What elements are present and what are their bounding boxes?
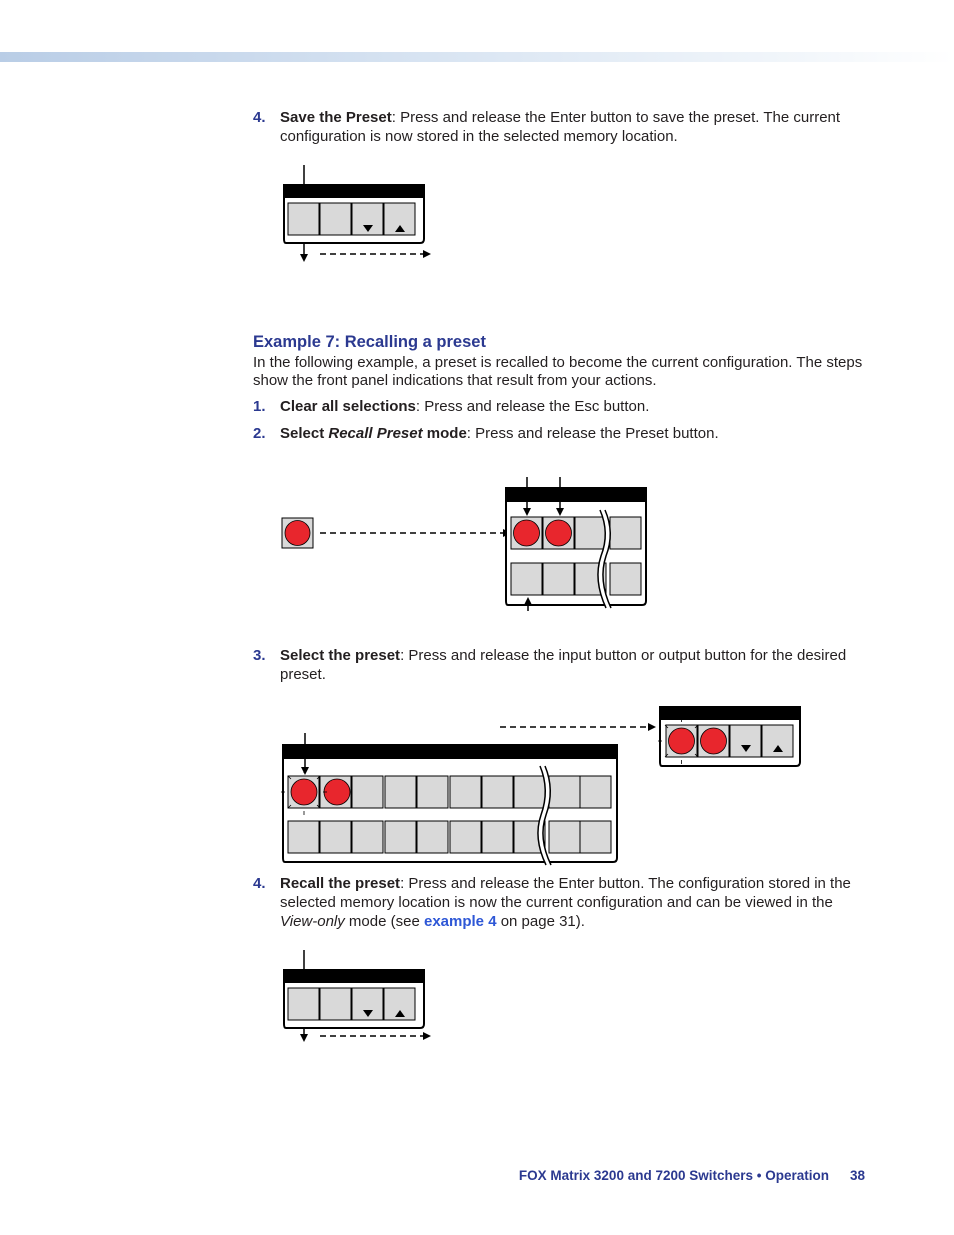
output-button: [385, 821, 416, 853]
led-lit-icon: [701, 728, 727, 754]
input-button: [549, 776, 580, 808]
header-gradient-bar: [0, 52, 954, 62]
step-description: : Press and release the Preset button.: [466, 425, 719, 442]
arrowhead-icon: [423, 1032, 431, 1040]
output-button: [352, 821, 383, 853]
step-description: : Press and release the Enter button to save the preset. The current configuration is now stored in the selected memory location.: [280, 109, 841, 145]
input-button: [575, 517, 606, 549]
step-title-prefix: Select: [280, 425, 329, 442]
input-button: [417, 776, 448, 808]
step-text: [280, 397, 868, 416]
footer-title: FOX Matrix 3200 and 7200 Switchers • Operation: [518, 1168, 829, 1183]
step-text: [280, 646, 868, 684]
step-description: mode (see: [344, 913, 424, 930]
output-button: [482, 821, 513, 853]
output-button: [511, 563, 542, 595]
enter-button: [288, 203, 319, 235]
output-button: [288, 821, 319, 853]
output-button: [580, 821, 611, 853]
step-number: 4.: [253, 875, 266, 892]
led-lit-icon: [669, 728, 695, 754]
view-only-term: View-only: [280, 913, 345, 930]
output-button: [450, 821, 481, 853]
step-title: Save the Preset: [280, 109, 392, 126]
step-description: on page 31).: [496, 913, 585, 930]
step-number: 4.: [253, 109, 266, 126]
step-number: 1.: [253, 398, 266, 415]
output-button: [320, 821, 351, 853]
input-button: [514, 776, 545, 808]
arrowhead-icon: [300, 1034, 308, 1042]
output-button: [543, 563, 574, 595]
panel-header-bar: [660, 707, 800, 720]
step-text: [280, 874, 868, 931]
panel-header-bar: [283, 745, 617, 759]
up-button: [762, 725, 793, 757]
panel-button: [320, 988, 351, 1020]
arrowhead-icon: [300, 254, 308, 262]
led-lit-icon: [324, 779, 350, 805]
step-description: : Press and release the input button or output button for the desired preset.: [280, 647, 847, 683]
output-button: [610, 563, 641, 595]
input-button: [580, 776, 611, 808]
step-title-italic: Recall Preset: [328, 425, 423, 442]
step-number: 3.: [253, 647, 266, 664]
page-number: 38: [850, 1168, 866, 1183]
led-lit-icon: [291, 779, 317, 805]
input-button: [482, 776, 513, 808]
section-heading: Example 7: Recalling a preset: [253, 333, 486, 351]
arrowhead-icon: [423, 250, 431, 258]
step-text: [280, 108, 868, 146]
led-lit-icon: [285, 521, 310, 546]
enter-button: [288, 988, 319, 1020]
input-button: [385, 776, 416, 808]
enter-panel-diagram-recall: [280, 950, 440, 1050]
step-description: : Press and release the Esc button.: [415, 398, 650, 415]
step-title: [280, 425, 467, 442]
example-4-link[interactable]: example 4: [423, 913, 497, 930]
step-text: [280, 424, 868, 443]
step-title: Select the preset: [280, 647, 401, 664]
arrowhead-icon: [648, 723, 656, 731]
step-title-suffix: mode: [422, 425, 467, 442]
input-button: [450, 776, 481, 808]
output-button: [549, 821, 580, 853]
step-title: Clear all selections: [280, 398, 416, 415]
output-button-row: [288, 821, 611, 853]
enter-panel-diagram-save: [280, 165, 440, 265]
step-description: : Press and release the Enter button. The configuration stored in the selected memory location is now the current configuration and can be viewed in the: [280, 875, 851, 911]
select-preset-diagram: [280, 700, 810, 870]
input-button: [352, 776, 383, 808]
output-button: [417, 821, 448, 853]
intro-paragraph: In the following example, a preset is recalled to become the current configuration. The steps show the front panel indications that result from your actions.: [253, 354, 863, 389]
input-button: [610, 517, 641, 549]
panel-button: [320, 203, 351, 235]
led-lit-icon: [546, 520, 572, 546]
recall-mode-diagram: [280, 470, 660, 620]
step-number: 2.: [253, 425, 266, 442]
down-button: [730, 725, 761, 757]
led-lit-icon: [514, 520, 540, 546]
step-title: Recall the preset: [280, 875, 401, 892]
